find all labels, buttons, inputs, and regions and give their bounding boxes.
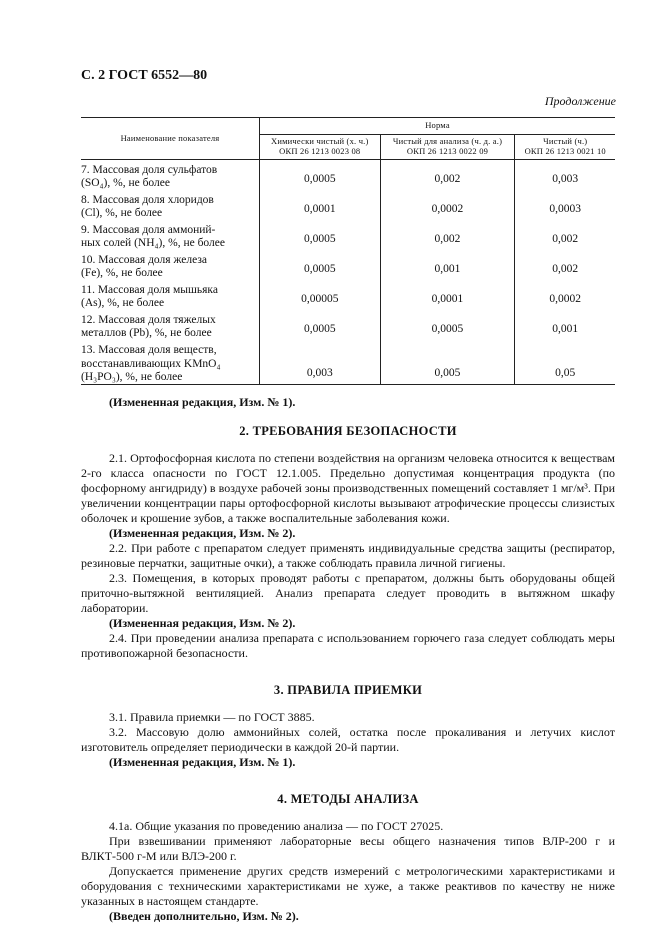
amendment-note: (Введен дополнительно, Изм. № 2). [109,909,299,923]
row-name-line: восстанавливающих KMnO₄ [81,357,221,370]
row-value: 0,0005 [260,220,381,250]
row-value: 0,001 [380,250,515,280]
row-name [81,190,260,220]
paragraph: При взвешивании применяют лабораторные весы общего назначения типов ВЛР-200 г и ВЛКТ-500 г-М или ВЛЭ-200 г. [81,834,615,863]
row-value: 0,00005 [260,280,381,310]
table-row [81,340,615,385]
table-row [81,310,615,340]
paragraph: 2.1. Ортофосфорная кислота по степени воздействия на организм человека относится к веществам 2-го класса опасности по ГОСТ 12.1.005. Предельно допустимая концентрация продукта (по фосфорному ангидриду) в воздухе рабочей зоны производственных помещений составляет 1 мг/м³. При увеличении концентрации пары ортофосфорной кислоты вызывают атрофические процессы слизистых оболочек и крошение зубов, а также воспалительные заболевания кожи. [81,451,615,525]
row-name-line: 11. Массовая доля мышьяка [81,283,218,296]
paragraph: 3.1. Правила приемки — по ГОСТ 3885. [109,710,315,724]
column-title: Чистый для анализа (ч. д. а.) [392,136,503,147]
amendment-note: (Измененная редакция, Изм. № 1). [109,755,296,769]
column-code: ОКП 26 1213 0022 09 [406,146,489,156]
row-name-line: (As), %, не более [81,296,165,309]
row-name-line: 12. Массовая доля тяжелых [81,313,216,326]
row-value: 0,002 [515,220,615,250]
section-title: 2. ТРЕБОВАНИЯ БЕЗОПАСНОСТИ [239,424,457,438]
row-value: 0,005 [380,340,515,385]
column-code: ОКП 26 1213 0021 10 [524,146,606,156]
row-value: 0,05 [515,340,615,385]
table-row [81,190,615,220]
row-name [81,310,260,340]
row-name-line: ных солей (NH₄), %, не более [81,236,225,249]
row-value: 0,0005 [260,310,381,340]
column-title: Чистый (ч.) [543,136,588,147]
norms-table [81,117,615,385]
document-body [81,395,615,924]
amendment-note: (Измененная редакция, Изм. № 2). [109,526,296,540]
norm-header: Норма [260,118,616,135]
row-value: 0,002 [380,160,515,191]
paragraph: 3.2. Массовую долю аммонийных солей, остатка после прокаливания и летучих кислот изготовитель определяет периодически в каждой 20-й партии. [81,725,615,754]
row-name [81,340,260,385]
paragraph: 2.4. При проведении анализа препарата с использованием горючего газа следует соблюдать меры противопожарной безопасности. [81,631,615,660]
table-row [81,280,615,310]
paragraph: 2.3. Помещения, в которых проводят работы с препаратом, должны быть оборудованы общей приточно-вытяжной вентиляцией. Анализ препарата следует проводить в вытяжном шкафу лаборатории. [81,571,615,615]
row-value: 0,0001 [260,190,381,220]
row-name-line: 10. Массовая доля железа [81,253,207,266]
row-name-line: (Cl), %, не более [81,206,163,219]
row-name [81,250,260,280]
paragraph: 4.1а. Общие указания по проведению анализа — по ГОСТ 27025. [109,819,444,833]
row-value: 0,003 [260,340,381,385]
row-value: 0,002 [380,220,515,250]
row-value: 0,002 [515,250,615,280]
column-header [515,135,615,160]
paragraph: Допускается применение других средств измерений с метрологическими характеристиками и оборудования с техническими характеристиками не хуже, а также реактивов по качеству не ниже указанных в настоящем стандарте. [81,864,615,908]
row-value: 0,0005 [260,250,381,280]
continuation-label: Продолжение [544,94,616,108]
row-value: 0,0002 [380,190,515,220]
row-name-line: 7. Массовая доля сульфатов [81,163,218,176]
column-title: Химически чистый (х. ч.) [271,136,369,147]
row-value: 0,003 [515,160,615,191]
row-name-line: (SO₄), %, не более [81,176,170,189]
row-name-line: 8. Массовая доля хлоридов [81,193,214,206]
row-name-line: (Fe), %, не более [81,266,163,279]
section-title: 3. ПРАВИЛА ПРИЕМКИ [273,683,423,697]
row-name-line: (H₃PO₃), %, не более [81,370,183,383]
col-name-header: Наименование показателя [81,118,260,160]
column-header [380,135,515,160]
table-row [81,160,615,191]
row-name [81,160,260,191]
row-name-line: металлов (Pb), %, не более [81,326,212,339]
paragraph: 2.2. При работе с препаратом следует применять индивидуальные средства защиты (респиратор, резиновые перчатки, защитные очки), а также соблюдать правила личной гигиены. [81,541,615,570]
row-value: 0,0005 [260,160,381,191]
row-name [81,220,260,250]
table-row [81,220,615,250]
row-value: 0,0003 [515,190,615,220]
section-title: 4. МЕТОДЫ АНАЛИЗА [277,792,419,806]
row-name-line: 13. Массовая доля веществ, [81,344,217,357]
column-header [260,135,381,160]
row-name [81,280,260,310]
row-value: 0,0002 [515,280,615,310]
amendment-note: (Измененная редакция, Изм. № 2). [109,616,296,630]
amendment-note: (Измененная редакция, Изм. № 1). [109,395,296,409]
page-header: С. 2 ГОСТ 6552—80 [81,68,208,83]
column-code: ОКП 26 1213 0023 08 [279,146,361,156]
row-value: 0,0001 [380,280,515,310]
row-value: 0,0005 [380,310,515,340]
table-row [81,250,615,280]
row-name-line: 9. Массовая доля аммоний- [81,223,216,236]
row-value: 0,001 [515,310,615,340]
